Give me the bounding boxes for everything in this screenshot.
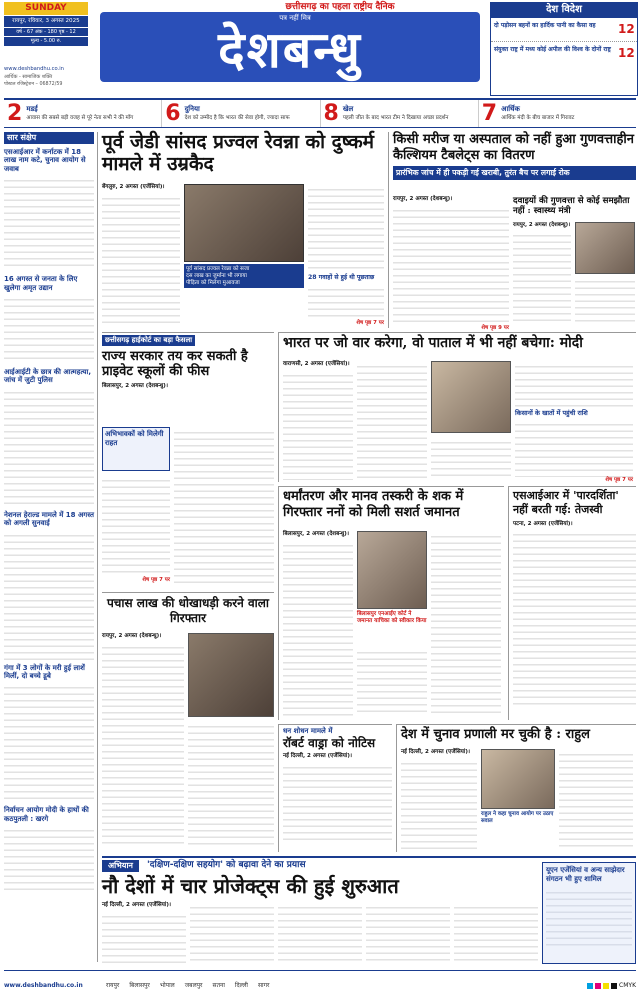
lead-story[interactable] xyxy=(102,132,384,328)
projects-body xyxy=(454,902,538,964)
nuns-body xyxy=(283,540,353,716)
modi-body xyxy=(515,419,633,477)
projects-kicker: 'दक्षिण-दक्षिण सहयोग' को बढ़ावा देने का प्रयास xyxy=(146,860,306,871)
desh-videsh-title: देश विदेश xyxy=(491,3,637,18)
desh-videsh-item-text: संयुक्त राष्ट्र में मध्य कोई अपील की विश्व के दोनों राष्ट्र xyxy=(494,45,611,53)
rahul-photo xyxy=(481,749,555,809)
desh-videsh-item[interactable] xyxy=(491,42,637,65)
sidebar-item-title: गंगा में 3 लोगों के मरी हुई लाशें मिलीं, दो बच्चे डूबे xyxy=(4,663,85,680)
footer-city: सागर xyxy=(257,981,270,989)
black-swatch xyxy=(611,983,617,989)
fraud-photo xyxy=(188,633,274,717)
calcium-continued[interactable]: शेष पृष्ठ 9 पर xyxy=(481,324,509,331)
logo-text: देशबन्धु xyxy=(218,20,362,79)
modi-headline: भारत पर जो वार करेगा, वो पाताल में भी नहीं बचेगा: मोदी xyxy=(283,335,583,351)
rahul-story[interactable] xyxy=(396,724,636,852)
sidebar-item-body xyxy=(4,825,94,895)
projects-body xyxy=(366,902,450,964)
fraud-story[interactable] xyxy=(102,592,274,852)
rahul-caption: राहुल ने कहा चुनाव आयोग पर उठाए सवाल xyxy=(481,811,554,824)
lead-body xyxy=(102,193,180,325)
fraud-headline: पचास लाख की धोखाधड़ी करने वाला गिरफ्तार xyxy=(106,596,270,625)
sidebar-item-title: 16 अगस्त से जनता के लिए खुलेगा अमृत उद्यान xyxy=(4,275,78,292)
teaser-title: आर्थिक xyxy=(501,105,520,114)
lead-continued[interactable]: शेष पृष्ठ 7 पर xyxy=(356,319,384,326)
projects-side-note xyxy=(542,862,636,964)
sidebar-item-body xyxy=(4,294,94,364)
lead-caption: पूर्व सांसद प्रज्वल रेवन्ना को सजा xyxy=(186,266,250,272)
fees-location: बिलासपुर, 2 अगस्त (देशबन्धु)। xyxy=(102,382,168,389)
yellow-swatch xyxy=(603,983,609,989)
modi-body xyxy=(515,361,633,407)
nuns-col1 xyxy=(283,531,353,716)
teaser[interactable] xyxy=(321,100,479,127)
projects-story[interactable] xyxy=(102,856,636,966)
projects-side-body xyxy=(546,887,632,947)
nuns-body xyxy=(357,647,427,717)
desh-videsh-item-page: 12 xyxy=(618,45,635,60)
sidebar-item-body xyxy=(4,682,94,802)
rni-line: पोस्टल रजिस्ट्रेशन – 06872/59 xyxy=(4,82,63,87)
teaser-sub: देश को उम्मीद है कि भारत की सेवा होगी, ज्यादा साफ xyxy=(184,115,290,121)
projects-body xyxy=(278,902,362,964)
fees-callout-text: अभिभावकों को मिलेगी राहत xyxy=(105,430,164,447)
lead-body xyxy=(308,284,384,320)
teaser-title: खेल xyxy=(342,105,354,114)
sidebar-item[interactable] xyxy=(4,148,94,271)
website-line[interactable]: www.deshbandhu.co.in xyxy=(4,66,64,72)
nuns-body xyxy=(431,531,501,717)
calcium-kicker: प्रारंभिक जांच में ही पकड़ी गई खराबी, तुरंत बैच पर लगाई रोक xyxy=(393,166,636,179)
cyan-swatch xyxy=(587,983,593,989)
fees-callout xyxy=(102,427,170,471)
desh-videsh-item[interactable] xyxy=(491,18,637,42)
lead-location: बेंगलुरु, 2 अगस्त (एजेंसियां)। xyxy=(102,184,165,190)
dateline: रायपुर, रविवार, 3 अगस्त 2025 xyxy=(4,16,88,27)
masthead-tagline-top: छत्तीसगढ़ का पहला राष्ट्रीय दैनिक xyxy=(285,2,395,12)
projects-location: नई दिल्ली, 2 अगस्त (एजेंसियां)। xyxy=(102,902,172,908)
teaser[interactable] xyxy=(479,100,636,127)
teaser-number: 6 xyxy=(165,100,181,126)
fraud-body xyxy=(102,642,184,848)
rahul-col1 xyxy=(401,749,477,850)
sidebar-item-title: आईआईटी के छात्र की आत्महत्या, जांच में जुटी पुलिस xyxy=(4,367,92,385)
logo-block xyxy=(100,12,480,82)
lead-subhead: 28 गवाहों से हुई थी पूछताछ xyxy=(308,274,375,281)
projects-body xyxy=(102,911,186,967)
modi-box xyxy=(515,361,633,484)
sidebar-item-body xyxy=(4,530,94,660)
calcium-body xyxy=(393,205,509,325)
calcium-headline: किसी मरीज या अस्पताल को नहीं हुआ गुणवत्ताहीन कैल्शियम टैबलेट्स का वितरण xyxy=(393,132,634,163)
sidebar-header: सार संक्षेप xyxy=(4,132,94,144)
masthead xyxy=(0,0,640,96)
nuns-photo xyxy=(357,531,427,609)
price-line: मूल्य - 5.00 रु. xyxy=(4,37,88,45)
lead-left-col xyxy=(102,184,180,325)
teaser-title: मडई xyxy=(26,105,38,114)
nuns-location: बिलासपुर, 2 अगस्त (देशबन्धु)। xyxy=(283,531,349,537)
footer-city: सतना xyxy=(212,981,225,989)
modi-body xyxy=(431,437,511,479)
modi-body xyxy=(357,361,427,479)
sidebar-item-body xyxy=(4,175,94,271)
calcium-story[interactable] xyxy=(388,132,636,331)
footer-city: रायपुर xyxy=(106,981,120,989)
modi-col1 xyxy=(283,361,353,480)
teaser-sub: आर्थिक मंदी के बीच बाजार में गिरावट xyxy=(501,115,575,121)
teaser[interactable] xyxy=(4,100,162,127)
footer xyxy=(4,970,636,1000)
rahul-body xyxy=(559,749,633,849)
sidebar xyxy=(4,132,98,962)
projects-headline: नौ देशों में चार प्रोजेक्ट्स की हुई शुरुआत xyxy=(102,874,399,898)
fees-body xyxy=(174,427,274,583)
lead-caption: दस लाख का जुर्माना भी लगाया xyxy=(186,272,247,279)
rahul-location: नई दिल्ली, 2 अगस्त (एजेंसियां)। xyxy=(401,749,471,755)
fees-headline: राज्य सरकार तय कर सकती है प्राइवेट स्कूलों की फीस xyxy=(102,348,248,380)
epaper-label: आर्थिक - सामाजिक शक्ति xyxy=(4,74,53,80)
modi-location: वाराणसी, 2 अगस्त (एजेंसियां)। xyxy=(283,361,350,367)
calcium-location: रायपुर, 2 अगस्त (देशबन्धु)। xyxy=(393,196,453,202)
sidebar-item[interactable] xyxy=(4,806,94,895)
fees-tag: छत्तीसगढ़ हाईकोर्ट का बड़ा फैसला xyxy=(102,335,195,346)
fees-body xyxy=(102,475,170,575)
nuns-caption: बिलासपुर एनआईए कोर्ट ने जमानत याचिका को स्वीकार किया xyxy=(357,611,427,624)
masthead-date-box xyxy=(4,2,88,66)
minister-location: रायपुर, 2 अगस्त (देशबन्धु)। xyxy=(513,222,571,228)
footer-city: भोपाल xyxy=(159,981,175,989)
sidebar-item[interactable] xyxy=(4,275,94,364)
desh-videsh-box xyxy=(490,2,638,96)
sidebar-item-title: निर्वाचन आयोग मोदी के हाथों की कठपुतली : खरगे xyxy=(4,806,89,823)
teaser[interactable] xyxy=(162,100,320,127)
teaser-number: 7 xyxy=(481,100,498,126)
rahul-headline: देश में चुनाव प्रणाली मर चुकी है : राहुल xyxy=(401,727,590,742)
colorbar-label: CMYK xyxy=(619,981,636,989)
lead-right-col xyxy=(308,184,384,327)
footer-cities xyxy=(106,982,269,990)
vadra-body xyxy=(283,762,392,842)
teaser-sub: आवास की सबसे बड़ी वजह से पूरे नेता सभी ने की माँग xyxy=(26,115,134,121)
lead-body xyxy=(308,184,384,272)
modi-box-title: किसानों के खातों में पहुंची राशि xyxy=(515,409,588,417)
projects-col1 xyxy=(102,902,186,967)
projects-body xyxy=(190,902,274,964)
vadra-kicker: धन शोधन मामले में xyxy=(283,727,333,735)
fraud-body xyxy=(188,721,274,847)
footer-city: बिलासपुर xyxy=(129,981,150,989)
desh-videsh-item-text: दो पड़ोसन बहनों का हार्दिक पानी का कैसा वह xyxy=(494,21,596,29)
projects-tag: अभियान xyxy=(102,860,139,872)
fees-continued[interactable]: शेष पृष्ठ 7 पर xyxy=(142,577,170,583)
sir-body xyxy=(513,529,636,705)
footer-website[interactable]: www.deshbandhu.co.in xyxy=(4,981,83,989)
fees-story[interactable] xyxy=(102,332,274,588)
lead-caption: पीड़िता को मिलेगा मुआवजा xyxy=(186,279,240,286)
vadra-story[interactable] xyxy=(278,724,392,852)
calcium-text xyxy=(393,196,509,332)
sir-location: पटना, 2 अगस्त (एजेंसियां)। xyxy=(513,520,573,527)
modi-continued[interactable]: शेष पृष्ठ 7 पर xyxy=(605,477,633,483)
modi-body xyxy=(283,370,353,480)
logo-tag: पत्र नहीं मित्र xyxy=(279,14,311,22)
day-label: SUNDAY xyxy=(4,2,88,15)
sir-story[interactable] xyxy=(508,486,636,720)
sidebar-item-body xyxy=(4,387,94,507)
minister-box[interactable] xyxy=(513,196,637,328)
nuns-story[interactable] xyxy=(278,486,504,720)
minister-photo xyxy=(575,222,635,274)
vadra-headline: रॉबर्ट वाड्रा को नोटिस xyxy=(283,735,376,750)
footer-city: दिल्ली xyxy=(234,981,248,989)
teaser-sub: पहली जीत के बाद भारत टीम ने दिखाया अच्छा प्रदर्शन xyxy=(342,115,449,121)
vadra-location: नई दिल्ली, 2 अगस्त (एजेंसियां)। xyxy=(283,753,353,760)
modi-story[interactable] xyxy=(278,332,636,482)
lead-photo-captions xyxy=(184,264,304,288)
teaser-strip xyxy=(4,98,636,128)
sir-headline: एसआईआर में 'पारदर्शिता' नहीं बरती गई: तेजस्वी xyxy=(513,489,619,516)
volume-line: वर्ष - 67 अंक - 180 पृष्ठ - 12 xyxy=(4,28,88,36)
lead-headline: पूर्व जेडी सांसद प्रज्वल रेवन्ना को दुष्कर्म मामले में उम्रकैद xyxy=(102,131,375,175)
nuns-headline: धर्मांतरण और मानव तस्करी के शक में गिरफ्तार ननों को मिली सशर्त जमानत xyxy=(283,489,464,521)
sidebar-item-title: नेशनल हेराल्ड मामले में 18 अगस्त को अगली सुनवाई xyxy=(4,510,94,528)
sidebar-item[interactable] xyxy=(4,511,94,660)
fraud-col1 xyxy=(102,633,184,848)
minister-body xyxy=(575,276,635,326)
lead-photo xyxy=(184,184,304,262)
projects-side-note-text: यूएन एजेंसियां व अन्य साझेदार संगठन भी हुए शामिल xyxy=(546,866,625,884)
sidebar-item-title: एसआईआर में कर्नाटक में 18 लाख नाम कटे, चुनाव आयोग से जवाब xyxy=(4,148,86,173)
teaser-title: दुनिया xyxy=(184,105,200,114)
minister-body xyxy=(513,230,571,326)
teaser-number: 8 xyxy=(323,100,339,126)
magenta-swatch xyxy=(595,983,601,989)
fraud-location: रायपुर, 2 अगस्त (देशबन्धु)। xyxy=(102,633,162,639)
modi-photo xyxy=(431,361,511,433)
sidebar-item[interactable] xyxy=(4,368,94,507)
teaser-number: 2 xyxy=(7,100,23,126)
sidebar-item[interactable] xyxy=(4,664,94,803)
footer-colorbar xyxy=(587,982,636,990)
footer-city: जबलपुर xyxy=(184,981,203,989)
rahul-body xyxy=(401,758,477,850)
desh-videsh-item-page: 12 xyxy=(618,21,635,36)
minister-headline: दवाइयों की गुणवत्ता से कोई समझौता नहीं : स्वास्थ्य मंत्री xyxy=(513,196,630,217)
